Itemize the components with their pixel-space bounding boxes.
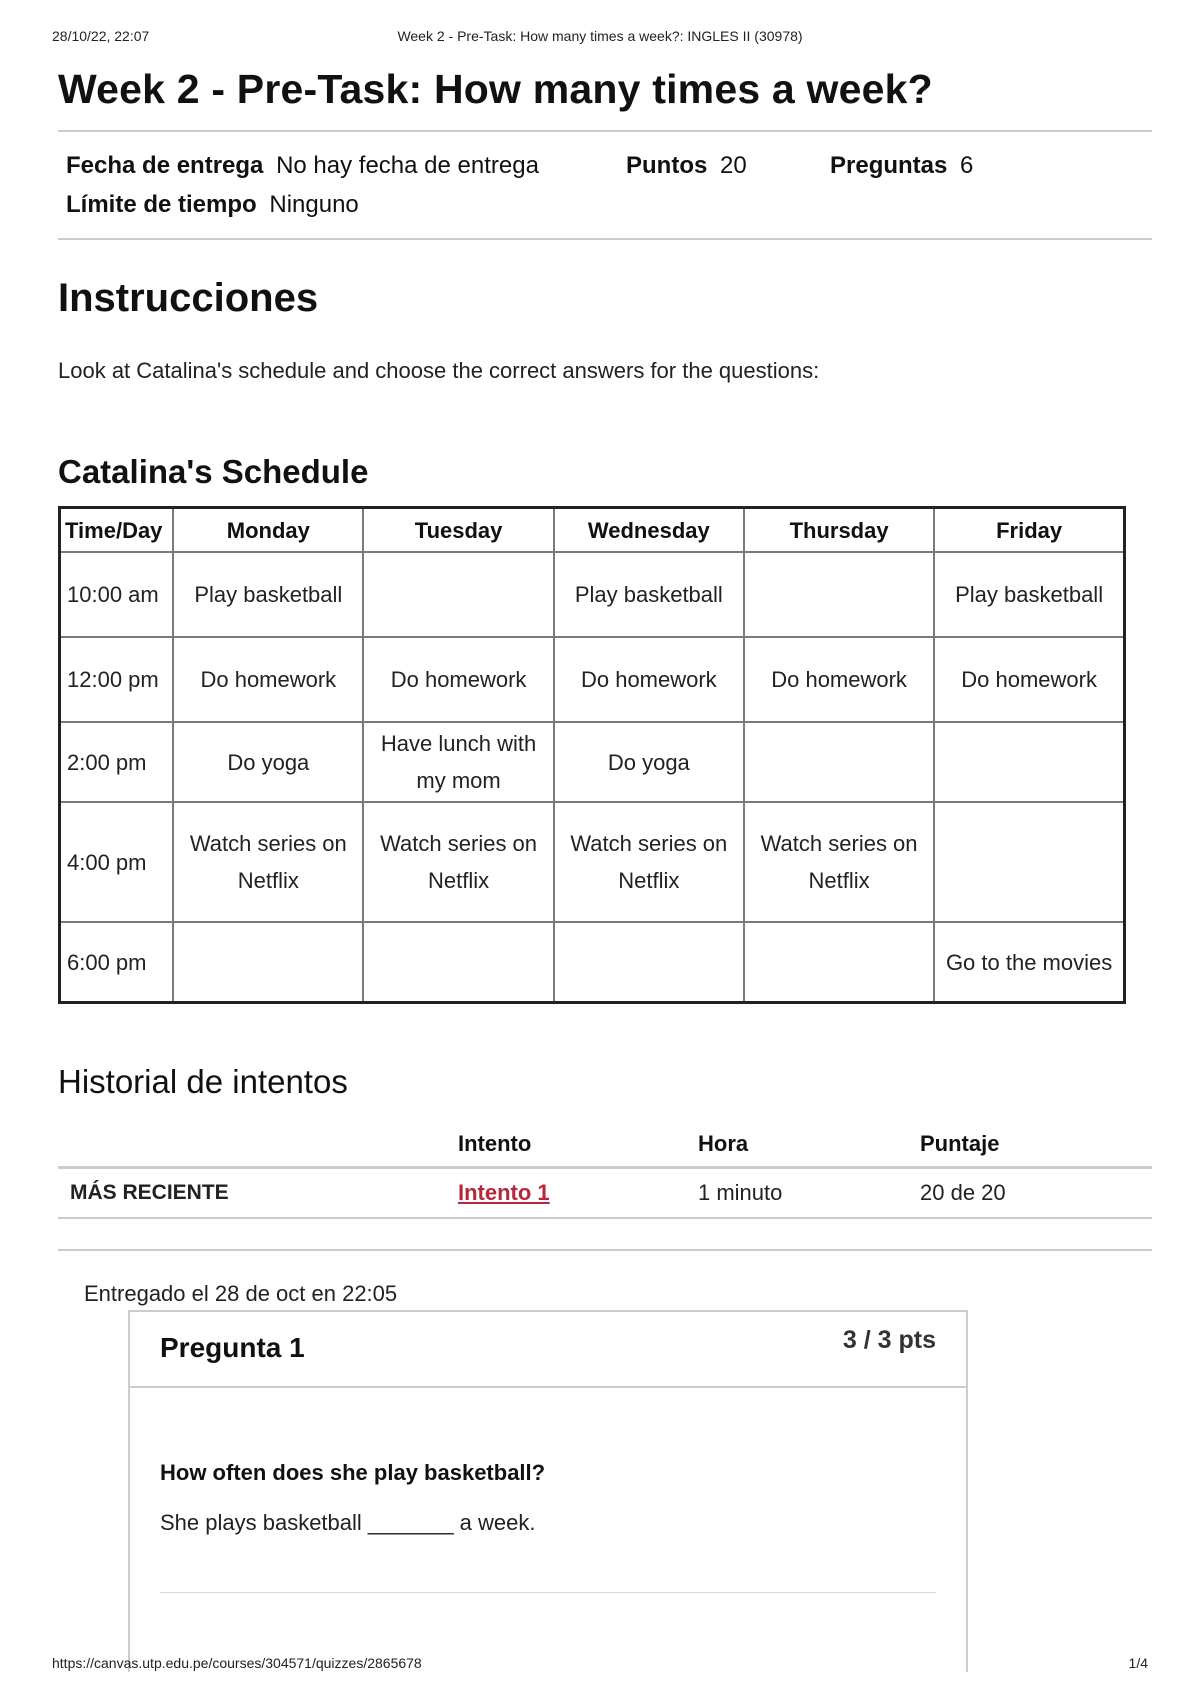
schedule-cell: Watch series on Netflix [173,802,363,922]
schedule-cell: Do homework [173,637,363,722]
attempt-1-link[interactable]: Intento 1 [458,1180,550,1205]
schedule-table [58,506,1126,1004]
most-recent-label: MÁS RECIENTE [58,1168,458,1219]
schedule-header-cell: Time/Day [60,508,174,553]
instructions-text: Look at Catalina's schedule and choose the correct answers for the questions: [58,358,820,383]
schedule-cell: Play basketball [554,552,744,637]
question-header [130,1312,966,1388]
questions-info [830,146,973,185]
due-date-value: No hay fecha de entrega [276,152,539,179]
time-limit-label: Límite de tiempo [66,191,257,218]
schedule-cell: Do homework [554,637,744,722]
schedule-cell [744,922,934,1003]
attempt-cell [458,1168,698,1219]
schedule-row [60,802,1125,922]
schedule-cell [363,922,553,1003]
time-limit-info [66,185,359,224]
attempt-time: 1 minuto [698,1168,920,1219]
schedule-cell [934,802,1124,922]
quiz-content [58,60,1152,1309]
print-date: 28/10/22, 22:07 [52,28,150,44]
schedule-cell [363,552,553,637]
schedule-header-cell: Tuesday [363,508,553,553]
question-sentence: She plays basketball _______ a week. [160,1510,536,1535]
schedule-time-cell: 2:00 pm [60,722,174,802]
schedule-cell: Play basketball [173,552,363,637]
schedule-cell [173,922,363,1003]
schedule-cell: Do yoga [173,722,363,802]
history-header-attempt: Intento [458,1122,698,1168]
questions-label: Preguntas [830,152,948,179]
print-footer [52,1655,1148,1675]
schedule-cell: Do homework [934,637,1124,722]
schedule-row [60,552,1125,637]
schedule-cell [744,552,934,637]
attempt-score: 20 de 20 [920,1168,1152,1219]
attempt-history-table [58,1122,1152,1219]
question-card [128,1310,968,1672]
schedule-cell: Do homework [744,637,934,722]
history-header-cell [58,1122,458,1168]
schedule-row [60,922,1125,1003]
schedule-header-cell: Monday [173,508,363,553]
history-title: Historial de intentos [58,1063,348,1100]
print-doc-title: Week 2 - Pre-Task: How many times a week?: INGLES II (30978) [397,28,803,44]
divider [58,238,1152,240]
schedule-cell: Do homework [363,637,553,722]
schedule-time-cell: 6:00 pm [60,922,174,1003]
schedule-cell: Play basketball [934,552,1124,637]
question-body [130,1458,966,1593]
time-limit-value: Ninguno [269,191,359,218]
print-url: https://canvas.utp.edu.pe/courses/304571/quizzes/2865678 [52,1655,422,1671]
schedule-cell: Have lunch with my mom [363,722,553,802]
schedule-cell [744,722,934,802]
points-label: Puntos [626,152,708,179]
schedule-header-cell: Friday [934,508,1124,553]
schedule-cell [934,722,1124,802]
question-points: 3 / 3 pts [842,1326,936,1354]
schedule-row [60,637,1125,722]
divider [58,1249,1152,1251]
points-info [626,146,830,185]
schedule-cell: Watch series on Netflix [363,802,553,922]
schedule-header-row [60,508,1125,553]
due-date-label: Fecha de entrega [66,152,264,179]
schedule-title: Catalina's Schedule [58,453,369,490]
history-header-time: Hora [698,1122,920,1168]
print-header [52,28,1148,48]
divider [160,1592,936,1593]
history-row [58,1168,1152,1219]
question-title: Pregunta 1 [160,1332,305,1363]
schedule-time-cell: 10:00 am [60,552,174,637]
quiz-meta [58,132,1152,238]
schedule-cell: Watch series on Netflix [554,802,744,922]
instructions-title: Instrucciones [58,276,319,320]
questions-value: 6 [960,152,974,179]
history-header-row [58,1122,1152,1168]
schedule-header-cell: Wednesday [554,508,744,553]
schedule-header-cell: Thursday [744,508,934,553]
schedule-cell: Go to the movies [934,922,1124,1003]
schedule-cell [554,922,744,1003]
schedule-cell: Watch series on Netflix [744,802,934,922]
page-number: 1/4 [1128,1655,1148,1671]
question-prompt: How often does she play basketball? [160,1460,546,1485]
points-value: 20 [720,152,747,179]
schedule-time-cell: 12:00 pm [60,637,174,722]
page-title: Week 2 - Pre-Task: How many times a week? [58,66,933,112]
due-date-info [66,146,626,185]
submission-info: Entregado el 28 de oct en 22:05 [84,1281,398,1306]
schedule-time-cell: 4:00 pm [60,802,174,922]
history-header-score: Puntaje [920,1122,1152,1168]
schedule-cell: Do yoga [554,722,744,802]
schedule-row [60,722,1125,802]
